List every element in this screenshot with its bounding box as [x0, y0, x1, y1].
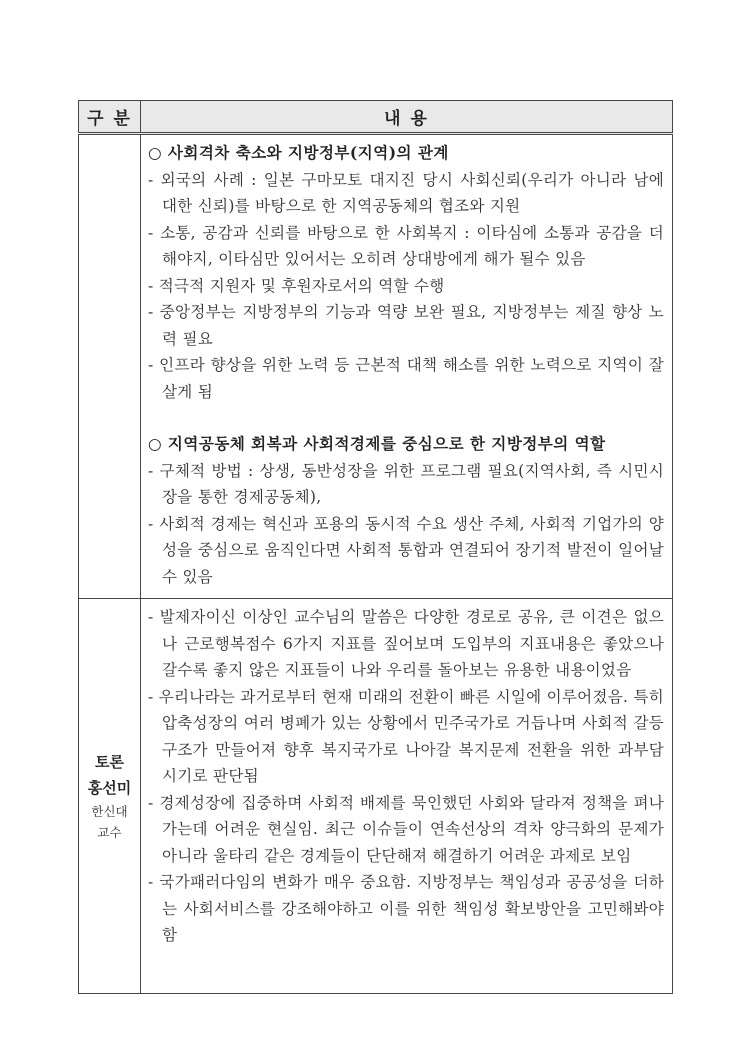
- speaker-title: 교수: [97, 825, 122, 840]
- section-heading: ○ 지역공동체 회복과 사회적경제를 중심으로 한 지방정부의 역할: [148, 434, 606, 453]
- table-header-row: [79, 101, 673, 134]
- bullet-item: - 사회적 경제는 혁신과 포용의 동시적 수요 생산 주체, 사회적 기업가의 양성을 중심으로 움직인다면 사회적 통합과 연결되어 장기적 발전이 일어날 수 있음: [148, 514, 664, 586]
- header-cell-category: 구 분: [79, 101, 141, 134]
- bullet-item: - 발제자이신 이상인 교수님의 말씀은 다양한 경로로 공유, 큰 이견은 없으나 근로행복점수 6가지 지표를 짚어보며 도입부의 지표내용은 좋았으나 갈수록 좋지 않은 지표들이 나와 우리를 돌아보는 유용한 내용이었음: [148, 608, 664, 679]
- table-row: [79, 599, 673, 994]
- section-social-gap: [148, 140, 664, 405]
- speaker-role: 토론: [95, 753, 124, 771]
- bullet-item: - 구체적 방법 : 상생, 동반성장을 위한 프로그램 필요(지역사회, 즉 시민시장을 통한 경제공동체),: [148, 461, 664, 506]
- bullet-item: - 인프라 향상을 위한 노력 등 근본적 대책 해소를 위한 노력으로 지역이 잘살게 됨: [148, 356, 664, 401]
- bullet-item: - 적극적 지원자 및 후원자로서의 역할 수행: [148, 276, 445, 295]
- bullet-item: - 외국의 사례 : 일본 구마모토 대지진 당시 사회신뢰(우리가 아니라 남에 대한 신뢰)를 바탕으로 한 지역공동체의 협조와 지원: [148, 170, 664, 215]
- section-community-recovery: [148, 431, 664, 590]
- bullet-item: - 중앙정부는 지방정부의 기능과 역량 보완 필요, 지방정부는 제질 향상 노력 필요: [148, 303, 664, 348]
- meeting-minutes-table: [78, 100, 673, 994]
- category-cell-speaker: [79, 599, 141, 994]
- category-cell-empty: [79, 134, 141, 599]
- content-cell: [141, 599, 673, 994]
- bullet-item: - 소통, 공감과 신뢰를 바탕으로 한 사회복지 : 이타심에 소통과 공감을 더해야지, 이타심만 있어서는 오히려 상대방에게 해가 될수 있음: [148, 223, 664, 268]
- bullet-item: - 우리나라는 과거로부터 현재 미래의 전환이 빠른 시일에 이루어졌음. 특히 압축성장의 여러 병폐가 있는 상황에서 민주국가로 거듭나며 사회적 갈등구조가 만들어져 향후 복지국가로 나아갈 복지문제 전환을 위한 과부담 시기로 판단됨: [148, 687, 664, 785]
- section-discussion: [148, 604, 664, 949]
- table-row: [79, 134, 673, 599]
- bullet-item: - 경제성장에 집중하며 사회적 배제를 묵인했던 사회와 달라져 정책을 펴나가는데 어려운 현실임. 최근 이슈들이 연속선상의 격차 양극화의 문제가 아니라 울타리 같은 경계들이 단단해져 해결하기 어려운 과제로 보임: [148, 793, 664, 865]
- speaker-affiliation: 한신대: [91, 804, 128, 819]
- speaker-name: 홍선미: [87, 779, 132, 797]
- section-heading: ○ 사회격차 축소와 지방정부(지역)의 관계: [148, 143, 449, 162]
- content-cell: [141, 134, 673, 599]
- bullet-item: - 국가패러다임의 변화가 매우 중요함. 지방정부는 책임성과 공공성을 더하는 사회서비스를 강조해야하고 이를 위한 책임성 확보방안을 고민해봐야 함: [148, 873, 664, 944]
- header-cell-content: 내 용: [141, 101, 673, 134]
